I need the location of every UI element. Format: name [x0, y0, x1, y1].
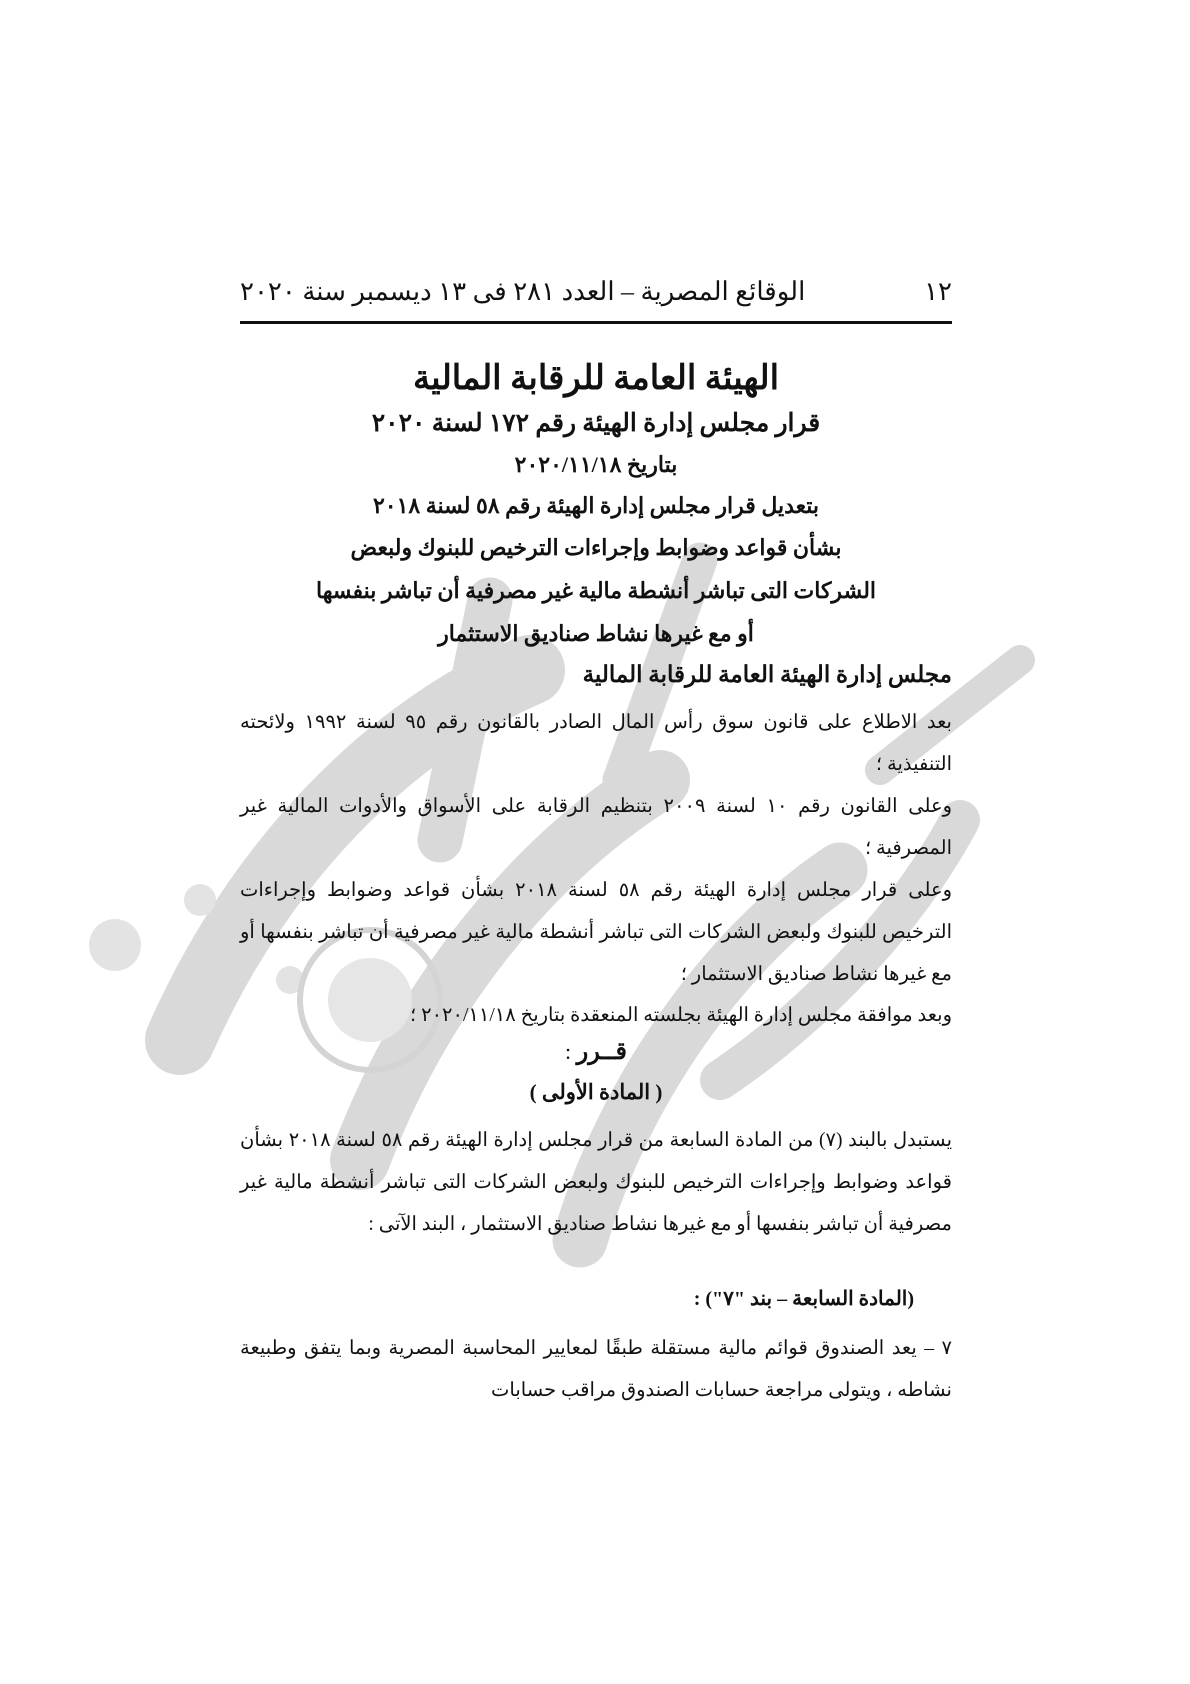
subject-line-2: الشركات التى تباشر أنشطة مالية غير مصرفية أن تباشر بنفسها	[315, 578, 877, 603]
council-heading: مجلس إدارة الهيئة العامة للرقابة المالية	[582, 662, 952, 687]
decided-colon: :	[565, 1039, 572, 1064]
page-number: ١٢	[924, 277, 952, 306]
watermark-dot	[89, 919, 141, 971]
article-7-heading: (المادة السابعة – بند "٧") :	[693, 1288, 914, 1310]
preamble-paragraph: وعلى القانون رقم ١٠ لسنة ٢٠٠٩ بتنظيم الرقابة على الأسواق والأدوات المالية غير المصرفية ؛	[240, 796, 952, 859]
decree-title: قرار مجلس إدارة الهيئة رقم ١٧٢ لسنة ٢٠٢٠	[371, 410, 821, 437]
authority-title: الهيئة العامة للرقابة المالية	[412, 360, 780, 397]
decided-word: قــرر	[576, 1039, 627, 1065]
decided-heading	[240, 1037, 952, 1066]
preamble-paragraph: بعد الاطلاع على قانون سوق رأس المال الصادر بالقانون رقم ٩٥ لسنة ١٩٩٢ ولائحته التنفيذية ؛	[240, 712, 952, 775]
subject-line-1: بشأن قواعد وضوابط وإجراءات الترخيص للبنوك ولبعض	[350, 535, 842, 560]
watermark-dot	[184, 884, 216, 916]
decree-date: بتاريخ ٢٠٢٠/١١/١٨	[514, 452, 678, 477]
preamble-paragraph: وبعد موافقة مجلس إدارة الهيئة بجلسته المنعقدة بتاريخ ٢٠٢٠/١١/١٨ ؛	[410, 1005, 952, 1026]
subject-line-3: أو مع غيرها نشاط صناديق الاستثمار	[438, 621, 754, 646]
amending-line: بتعديل قرار مجلس إدارة الهيئة رقم ٥٨ لسنة ٢٠١٨	[372, 493, 820, 518]
page-header	[240, 272, 952, 312]
article-1-text: يستبدل بالبند (٧) من المادة السابعة من قرار مجلس إدارة الهيئة رقم ٥٨ لسنة ٢٠١٨ بشأن قواعد وضوابط وإجراءات الترخيص للبنوك ولبعض الشركات التى تباشر أنشطة مالية غير مصرفية أن تباشر بنفسها أو مع غيرها نشاط صناديق الاستثمار ، البند الآتى :	[240, 1130, 952, 1235]
gazette-issue-line: الوقائع المصرية – العدد ٢٨١ فى ١٣ ديسمبر سنة ٢٠٢٠	[240, 277, 806, 306]
article-7-text: ٧ – يعد الصندوق قوائم مالية مستقلة طبقًا لمعايير المحاسبة المصرية وبما يتفق وطبيعة نشاطه ، ويتولى مراجعة حسابات الصندوق مراقب حسابات	[240, 1338, 952, 1401]
preamble-paragraph: وعلى قرار مجلس إدارة الهيئة رقم ٥٨ لسنة ٢٠١٨ بشأن قواعد وضوابط وإجراءات الترخيص للبنوك ولبعض الشركات التى تباشر أنشطة مالية غير مصرفية أن تباشر بنفسها أو مع غيرها نشاط صناديق الاستثمار ؛	[240, 880, 953, 985]
article-1-heading: ( المادة الأولى )	[529, 1080, 663, 1104]
header-divider	[240, 321, 952, 324]
